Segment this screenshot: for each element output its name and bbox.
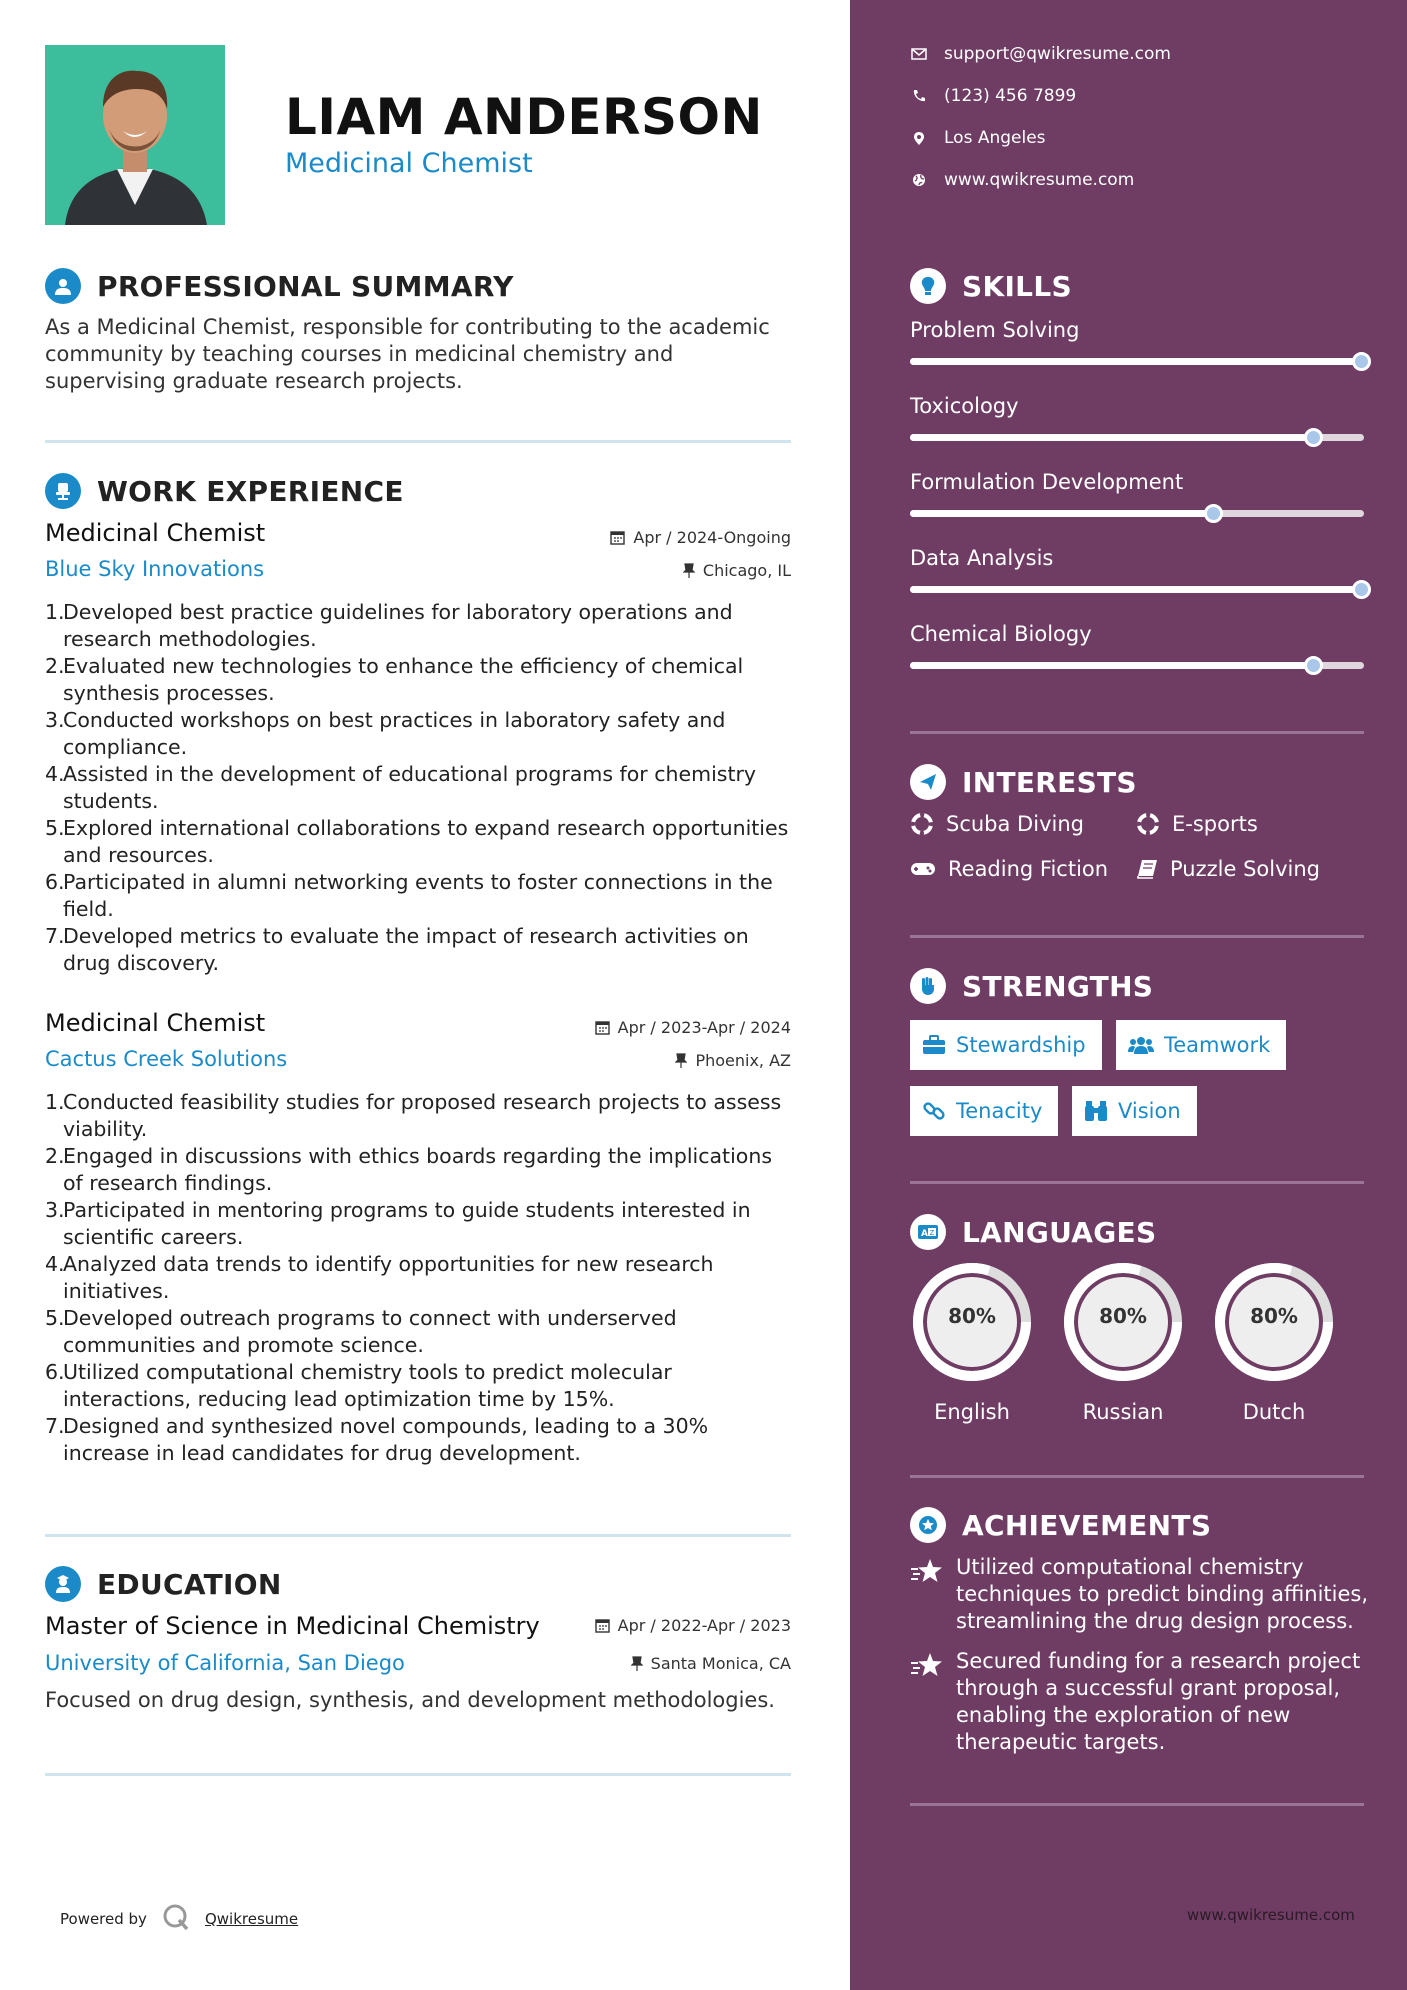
job-location-text: Chicago, IL [702, 561, 791, 580]
summary-text: As a Medicinal Chemist, responsible for contributing to the academic community by teaching courses in medicinal chemistry and supervising graduate research projects. [45, 315, 770, 393]
section-divider [45, 440, 791, 443]
summary-title: PROFESSIONAL SUMMARY [97, 269, 514, 303]
interest-item: Scuba Diving [910, 812, 1084, 836]
section-divider [910, 1475, 1364, 1478]
calendar-icon [595, 1618, 610, 1633]
list-item: 5. Explored international collaborations to expand research opportunities and resources. [45, 816, 789, 867]
company-name: Blue Sky Innovations [45, 557, 265, 581]
skill-bar [910, 358, 1364, 365]
languages-heading [910, 1214, 1156, 1250]
interest-item: Reading Fiction [910, 857, 1108, 881]
education-dates-text: Apr / 2022-Apr / 2023 [617, 1616, 791, 1635]
section-divider [910, 935, 1364, 938]
job-dates-text: Apr / 2023-Apr / 2024 [617, 1018, 791, 1037]
star-icon [910, 1556, 944, 1586]
education-location-text: Santa Monica, CA [650, 1654, 791, 1673]
pin-icon [683, 563, 695, 578]
skill-item [910, 318, 1364, 365]
job-title: Medicinal Chemist [45, 519, 266, 547]
lightbulb-icon [910, 268, 946, 304]
skill-label: Data Analysis [910, 546, 1054, 570]
skill-bar-knob [1352, 580, 1371, 599]
strength-chip: Stewardship [910, 1020, 1102, 1070]
list-item: 6. Utilized computational chemistry tools to predict molecular interactions, reducing lead optimization time by 15%. [45, 1360, 672, 1411]
footer-website[interactable]: www.qwikresume.com [1187, 1906, 1355, 1924]
list-item: 6. Participated in alumni networking events to foster connections in the field. [45, 870, 773, 921]
interests-heading [910, 764, 1137, 800]
location-text: Los Angeles [944, 128, 1046, 148]
user-icon [45, 268, 81, 304]
graduation-icon [45, 1566, 81, 1602]
profile-photo [45, 45, 225, 225]
language-percent: 80% [948, 1304, 996, 1328]
star-badge-icon [910, 1507, 946, 1543]
fist-icon [910, 968, 946, 1004]
skill-label: Chemical Biology [910, 622, 1092, 646]
education-location [631, 1654, 791, 1673]
skill-bar [910, 434, 1364, 441]
language-icon [910, 1214, 946, 1250]
users-icon [1128, 1035, 1154, 1055]
list-item: 4. Assisted in the development of educational programs for chemistry students. [45, 762, 757, 813]
education-title: EDUCATION [97, 1567, 282, 1601]
interest-item: Puzzle Solving [1136, 857, 1320, 881]
list-item: 3. Participated in mentoring programs to guide students interested in scientific careers. [45, 1198, 751, 1249]
skill-bar [910, 510, 1364, 517]
degree-name: Master of Science in Medicinal Chemistry [45, 1612, 540, 1640]
language-percent: 80% [1250, 1304, 1298, 1328]
skill-bar-fill [910, 586, 1364, 593]
experience-title: WORK EXPERIENCE [97, 474, 404, 508]
language-item [1212, 1260, 1336, 1424]
section-divider [910, 1803, 1364, 1806]
phone-icon [910, 89, 928, 103]
lifebuoy-icon [910, 812, 934, 836]
section-divider [45, 1773, 791, 1776]
envelope-icon [910, 48, 928, 60]
candidate-name: LIAM ANDERSON [285, 88, 763, 146]
strength-chip: Vision [1072, 1086, 1197, 1136]
achievements-title: ACHIEVEMENTS [962, 1508, 1212, 1542]
skill-bar-knob [1352, 352, 1371, 371]
email-text: support@qwikresume.com [944, 44, 1171, 64]
calendar-icon [595, 1020, 610, 1035]
experience-heading [45, 473, 404, 509]
briefcase-icon [922, 1035, 946, 1055]
skill-bar-fill [910, 358, 1364, 365]
skill-label: Problem Solving [910, 318, 1080, 342]
skills-heading [910, 268, 1072, 304]
skill-item [910, 546, 1364, 593]
list-item: 3. Conducted workshops on best practices in laboratory safety and compliance. [45, 708, 726, 759]
language-item [1061, 1260, 1185, 1424]
list-item: 7. Developed metrics to evaluate the impact of research activities on drug discovery. [45, 924, 749, 975]
candidate-role: Medicinal Chemist [285, 148, 533, 179]
skill-item [910, 470, 1364, 517]
skill-label: Formulation Development [910, 470, 1184, 494]
list-item: 1. Developed best practice guidelines for laboratory operations and research methodologies. [45, 600, 733, 651]
list-item: 2. Engaged in discussions with ethics boards regarding the implications of research findings. [45, 1144, 773, 1195]
list-item: 1. Conducted feasibility studies for proposed research projects to assess viability. [45, 1090, 782, 1141]
skill-item [910, 622, 1364, 669]
skill-bar-knob [1304, 656, 1323, 675]
section-divider [910, 1181, 1364, 1184]
contact-website[interactable] [910, 170, 1134, 190]
education-heading [45, 1566, 282, 1602]
contact-email[interactable] [910, 44, 1171, 64]
lifebuoy-icon [1136, 812, 1160, 836]
education-description: Focused on drug design, synthesis, and development methodologies. [45, 1688, 775, 1712]
qwikresume-logo-icon [161, 1902, 191, 1936]
powered-by-label: Powered by [60, 1910, 147, 1928]
list-item: 4. Analyzed data trends to identify opportunities for new research initiatives. [45, 1252, 714, 1303]
paper-plane-icon [910, 764, 946, 800]
job-location [683, 561, 791, 580]
language-item [910, 1260, 1034, 1424]
contact-phone[interactable] [910, 86, 1076, 106]
skill-bar [910, 662, 1364, 669]
language-percent: 80% [1099, 1304, 1147, 1328]
brand-link[interactable]: Qwikresume [204, 1910, 299, 1928]
company-name: Cactus Creek Solutions [45, 1047, 288, 1071]
job-location [675, 1051, 791, 1070]
school-name: University of California, San Diego [45, 1651, 405, 1675]
skills-title: SKILLS [962, 269, 1072, 303]
strength-chip: Tenacity [910, 1086, 1058, 1136]
achievements-heading [910, 1507, 1211, 1543]
interests-title: INTERESTS [962, 765, 1137, 799]
interest-item: E-sports [1136, 812, 1258, 836]
skill-bar-fill [910, 662, 1314, 669]
book-icon [1136, 859, 1158, 879]
list-item: 2. Evaluated new technologies to enhance the efficiency of chemical synthesis processes. [45, 654, 744, 705]
svg-text:Z: Z [929, 1229, 935, 1237]
language-name: Dutch [1242, 1400, 1306, 1424]
job-location-text: Phoenix, AZ [695, 1051, 791, 1070]
powered-by [60, 1902, 298, 1936]
job-dates-text: Apr / 2024-Ongoing [633, 528, 791, 547]
skill-label: Toxicology [910, 394, 1019, 418]
section-divider [910, 731, 1364, 734]
calendar-icon [610, 530, 625, 545]
language-name: Russian [1082, 1400, 1164, 1424]
skill-bar-knob [1304, 428, 1323, 447]
link-icon [922, 1099, 946, 1123]
pin-icon [675, 1053, 687, 1068]
star-icon [910, 1650, 944, 1680]
job-bullets [45, 599, 795, 977]
section-divider [45, 1534, 791, 1537]
gamepad-icon [910, 860, 936, 878]
skill-bar [910, 586, 1364, 593]
languages-title: LANGUAGES [962, 1215, 1157, 1249]
strengths-heading [910, 968, 1153, 1004]
skill-item [910, 394, 1364, 441]
achievement-item: Secured funding for a research project through a successful grant proposal, enabling the exploration of new therapeutic targets. [910, 1648, 1370, 1756]
binoculars-icon [1084, 1100, 1108, 1122]
list-item: 5. Developed outreach programs to connect with underserved communities and promote science. [45, 1306, 677, 1357]
strengths-title: STRENGTHS [962, 969, 1154, 1003]
globe-icon [910, 173, 928, 187]
pin-icon [631, 1656, 643, 1671]
job-bullets [45, 1089, 795, 1467]
skill-bar-fill [910, 510, 1214, 517]
map-pin-icon [910, 131, 928, 146]
strength-chip: Teamwork [1116, 1020, 1286, 1070]
education-dates [595, 1616, 791, 1635]
job-dates [610, 528, 791, 547]
job-title: Medicinal Chemist [45, 1009, 266, 1037]
website-text: www.qwikresume.com [944, 170, 1135, 190]
svg-text:A: A [921, 1229, 928, 1239]
summary-heading [45, 268, 514, 304]
chair-icon [45, 473, 81, 509]
phone-text: (123) 456 7899 [944, 86, 1077, 106]
language-name: English [934, 1400, 1010, 1424]
achievement-item: Utilized computational chemistry techniques to predict binding affinities, streamlining the drug design process. [910, 1554, 1370, 1635]
list-item: 7. Designed and synthesized novel compounds, leading to a 30% increase in lead candidates for drug development. [45, 1414, 709, 1465]
skill-bar-fill [910, 434, 1314, 441]
contact-location [910, 128, 1046, 148]
job-dates [595, 1018, 791, 1037]
